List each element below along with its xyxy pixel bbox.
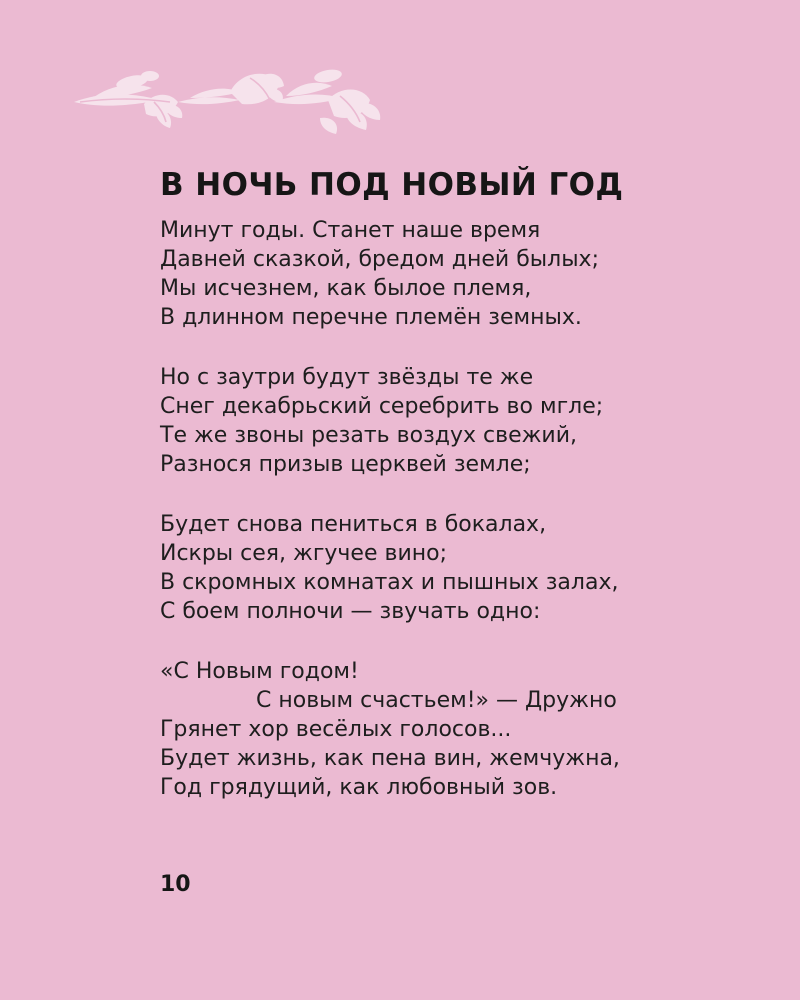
poem-line: Будет снова пениться в бокалах, bbox=[160, 512, 547, 537]
poem-line: Разнося призыв церквей земле; bbox=[160, 452, 531, 477]
poem-line: В длинном перечне племён земных. bbox=[160, 305, 582, 330]
poem-line: Снег декабрьский серебрить во мгле; bbox=[160, 394, 604, 419]
poem-line: Будет жизнь, как пена вин, жемчужна, bbox=[160, 746, 620, 771]
poem-line: Те же звоны резать воздух свежий, bbox=[160, 423, 578, 448]
stanza bbox=[160, 510, 780, 626]
stanza bbox=[160, 657, 780, 802]
stanza bbox=[160, 363, 780, 479]
poem-line: «С Новым годом! bbox=[160, 659, 359, 684]
page-number: 10 bbox=[160, 872, 191, 897]
floral-divider-icon bbox=[70, 62, 390, 140]
poem-line: Год грядущий, как любовный зов. bbox=[160, 775, 558, 800]
poem-line: Но с заутри будут звёзды те же bbox=[160, 365, 534, 390]
poem-title: В НОЧЬ ПОД НОВЫЙ ГОД bbox=[160, 167, 624, 203]
poem-line: Мы исчезнем, как былое племя, bbox=[160, 276, 532, 301]
poem-line: Искры сея, жгучее вино; bbox=[160, 541, 447, 566]
poem-line: Давней сказкой, бредом дней былых; bbox=[160, 247, 599, 272]
stanza bbox=[160, 216, 780, 332]
poem-line: Грянет хор весёлых голосов... bbox=[160, 717, 512, 742]
poem-line: Минут годы. Станет наше время bbox=[160, 218, 541, 243]
poem-line: В скромных комнатах и пышных залах, bbox=[160, 570, 619, 595]
poem-body bbox=[160, 216, 780, 833]
poem-line: С боем полночи — звучать одно: bbox=[160, 599, 541, 624]
poem-line-indented: С новым счастьем!» — Дружно bbox=[256, 688, 617, 713]
